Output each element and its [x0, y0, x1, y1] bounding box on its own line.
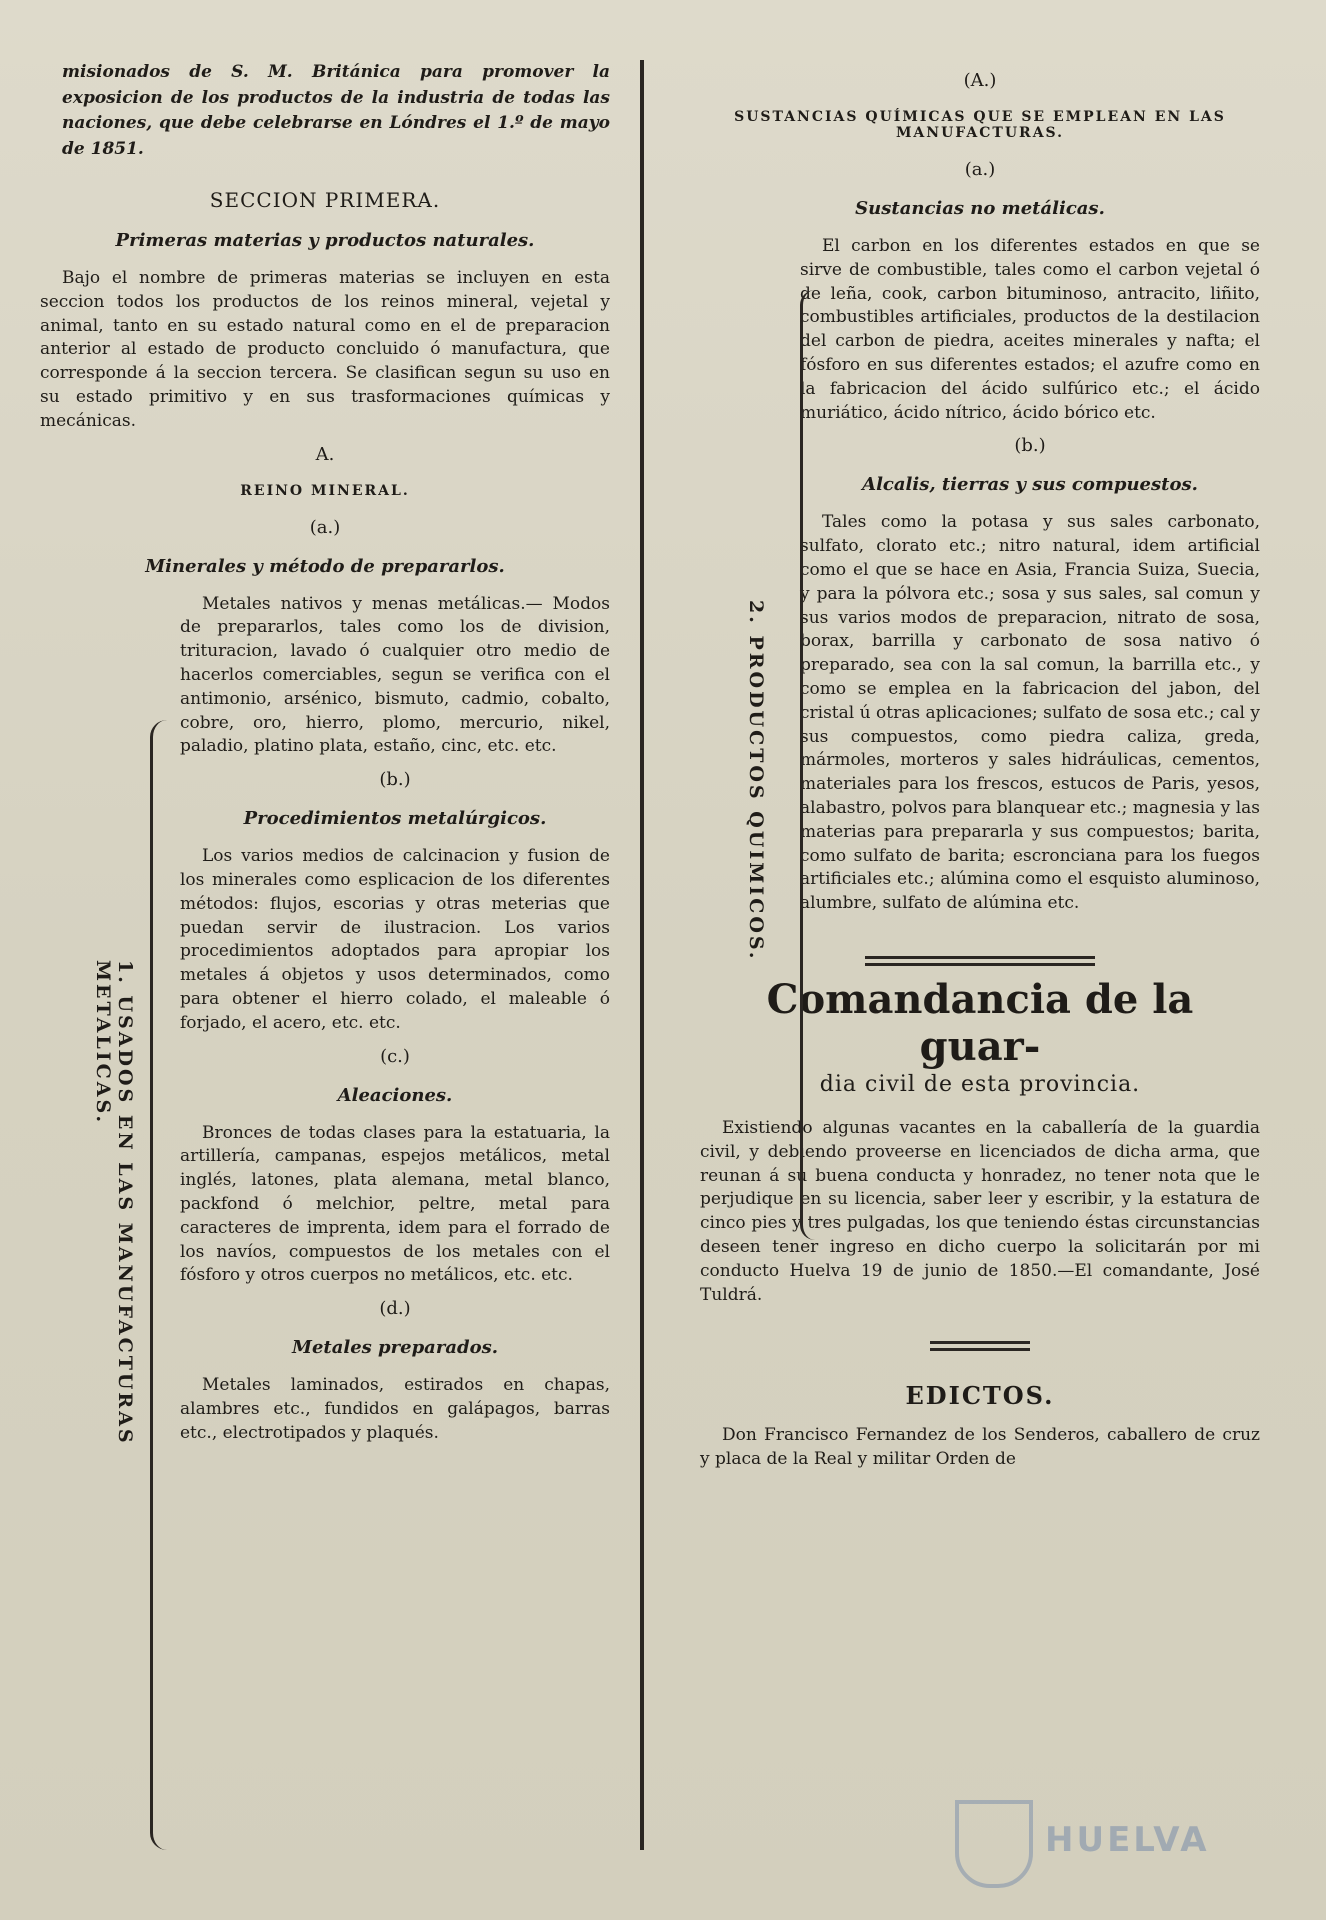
sub-d-label: (d.) [379, 1298, 411, 1320]
right-sub-b-body: Tales como la potasa y sus sales carbonato, sulfato, clorato etc.; nitro natural, idem artificial como el que se hace en Asia, Francia Suiza, Suecia, y para la pólvora etc.; sosa y sus sales, sal comun y sus varios modos de preparacion, nitrato de sosa, borax, barrilla y carbonato de sosa nativo ó preparado, sea con la sal comun, la barrilla etc., y como se emplea en la fabricacion del jabon, del cristal ú otras aplicaciones; sulfato de sosa etc.; cal y sus compuestos, como piedra caliza, greda, mármoles, morteros y sales hidráulicas, cementos, materiales para los frescos, estucos de Paris, yesos, alabastro, polvos para blanquear etc.; magnesia y las materias para prepararla y sus compuestos; barita, como sulfato de barita; escronciana para los fuegos artificiales etc.; alúmina como el esquisto aluminoso, alumbre, sulfato de alúmina etc. [800, 512, 1260, 914]
sub-d-title: Metales preparados. [292, 1337, 498, 1359]
notice-title: Comandancia de la guar- [766, 975, 1194, 1070]
right-letter-a: (A.) [963, 70, 997, 91]
right-sub-a-label: (a.) [964, 159, 996, 180]
sub-c-title: Aleaciones. [337, 1084, 453, 1106]
right-column [700, 60, 1260, 1472]
sub-a-label: (a.) [309, 516, 341, 538]
notice-body: Existiendo algunas vacantes en la caballería de la guardia civil, y debiendo proveerse en licenciados de dicha arma, que reunan á su buena conducta y honradez, no tener nota que le perjudique en su licencia, saber leer y escribir, y la estatura de cinco pies y tres pulgadas, los que teniendo éstas circunstancias deseen tener ingreso en dicho cuerpo la solicitarán por mi conducto Huelva 19 de junio de 1850.—El comandante, José Tuldrá. [700, 1117, 1260, 1305]
sub-d-body: Metales laminados, estirados en chapas, alambres etc., fundidos en galápagos, barras etc., electrotipados y plaqués. [180, 1375, 610, 1443]
sub-a-body: Metales nativos y menas metálicas.— Modos de prepararlos, tales como los de division, trituracion, lavado ó cualquier otro medio de hacerlos comerciables, segun se verifica con el antimonio, arsénico, bismuto, cadmio, cobalto, cobre, oro, hierro, plomo, mercurio, nikel, paladio, platino plata, estaño, cinc, etc. etc. [180, 593, 610, 757]
sub-c-body: Bronces de todas clases para la estatuaria, la artillería, campanas, espejos metálicos, metal inglés, latones, plata alemana, metal blanco, packfond ó melchior, peltre, metal para caracteres de imprenta, idem para el forrado de los navíos, compuestos de los metales con el fósforo y otros cuerpos no metálicos, etc. etc. [180, 1122, 610, 1286]
sub-a-title: Minerales y método de prepararlos. [145, 555, 505, 577]
right-vertical-label: 2. PRODUCTOS QUIMICOS. [745, 600, 767, 962]
letter-a: A. [315, 443, 335, 465]
left-brace [150, 720, 167, 1850]
sustancias-heading: SUSTANCIAS QUÍMICAS QUE SE EMPLEAN EN LAS MANUFACTURAS. [734, 109, 1226, 141]
column-divider [640, 60, 644, 1850]
edictos-body: Don Francisco Fernandez de los Senderos, caballero de cruz y placa de la Real y militar Orden de [700, 1425, 1260, 1470]
right-sub-b-title: Alcalis, tierras y sus compuestos. [862, 474, 1198, 496]
sub-c-label: (c.) [380, 1045, 410, 1067]
notice-subtitle: dia civil de esta provincia. [819, 1071, 1141, 1097]
section-subtitle: Primeras materias y productos naturales. [115, 230, 535, 251]
intro-text: misionados de S. M. Británica para promover la exposicion de los productos de la industria de todas las naciones, que debe celebrarse en Lóndres el 1.º de mayo de 1851. [62, 62, 610, 159]
sub-b-body: Los varios medios de calcinacion y fusion de los minerales como esplicacion de los diferentes métodos: flujos, escorias y otras meterias que puedan servir de ilustracion. Los varios procedimientos adoptados para apropiar los metales á objetos y usos determinados, como para obtener el hierro colado, el maleable ó forjado, el acero, etc. etc. [180, 846, 610, 1033]
watermark-shield-icon [955, 1800, 1033, 1888]
sub-b-title: Procedimientos metalúrgicos. [243, 808, 547, 830]
reino-mineral-heading: REINO MINERAL. [240, 482, 410, 499]
right-sub-a-body: El carbon en los diferentes estados en que se sirve de combustible, tales como el carbon vejetal ó de leña, cook, carbon bituminoso, antracito, liñito, combustibles artificiales, productos de la destilacion del carbon de piedra, aceites minerales y nafta; el fósforo en sus diferentes estados; el azufre como en la fabricacion del ácido sulfúrico etc.; el ácido muriático, ácido nítrico, ácido bórico etc. [800, 236, 1260, 423]
watermark-text: HUELVA [1045, 1820, 1210, 1860]
left-vertical-label: 1. USADOS EN LAS MANUFACTURAS METALICAS. [92, 960, 136, 1446]
section-body: Bajo el nombre de primeras materias se incluyen en esta seccion todos los productos de los reinos mineral, vejetal y animal, tanto en su estado natural como en el de preparacion anterior al estado de producto concluido ó manufactura, que corresponde á la seccion tercera. Se clasifican segun su uso en su estado primitivo y en sus trasformaciones químicas y mecánicas. [40, 268, 610, 431]
right-sub-b-label: (b.) [1014, 435, 1046, 457]
right-brace [800, 290, 815, 1240]
sub-b-label: (b.) [379, 769, 411, 791]
right-sub-a-title: Sustancias no metálicas. [855, 198, 1105, 219]
edictos-title: EDICTOS. [905, 1381, 1055, 1411]
section-title: SECCION PRIMERA. [209, 188, 441, 212]
